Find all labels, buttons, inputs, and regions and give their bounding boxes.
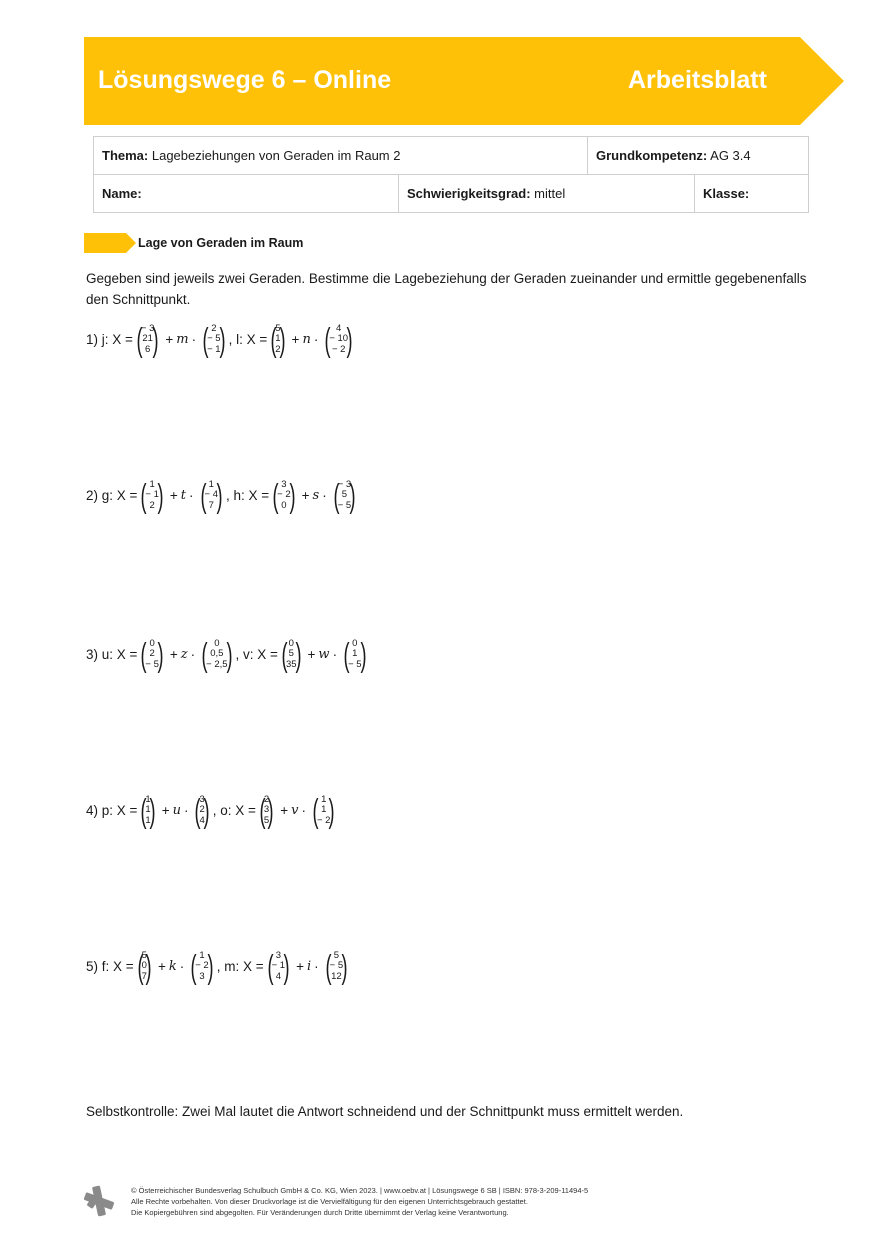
paren-left: ( xyxy=(333,477,340,514)
paren-right: ) xyxy=(289,477,296,514)
intro-text: Gegeben sind jeweils zwei Geraden. Bestimme die Lagebeziehung der Geraden zueinander und ermittle gegebenenfalls den Schnittpunkt. xyxy=(86,271,807,307)
banner-title: Lösungswege 6 – Online xyxy=(98,66,392,94)
direction-vector-1 xyxy=(192,794,211,827)
direction-vector-2 xyxy=(310,794,337,827)
vector-entry: − 5 xyxy=(337,499,352,511)
vector-entry: − 3 xyxy=(140,322,155,334)
support-vector-1 xyxy=(138,794,157,827)
vector-entry: 1 xyxy=(145,814,151,826)
vector-entry: 1 xyxy=(275,333,281,345)
paren-right: ) xyxy=(157,636,164,673)
paren-left: ( xyxy=(325,948,332,985)
vector-entry: − 2,5 xyxy=(206,658,228,670)
vector-entry: 2 xyxy=(149,499,155,511)
direction-vector-1 xyxy=(188,950,215,983)
vector-entry: 0 xyxy=(352,637,358,649)
paren-left: ( xyxy=(136,321,143,358)
info-table xyxy=(93,136,809,213)
vector-entry: − 10 xyxy=(329,333,349,345)
paren-left: ( xyxy=(270,321,277,358)
footer-line-1: © Österreichischer Bundesverlag Schulbuch GmbH & Co. KG, Wien 2023. | www.oebv.at | Lösungswege 6 SB | ISBN: 978-3-209-11494-5 xyxy=(131,1186,589,1195)
vector-entry: − 4 xyxy=(204,489,218,501)
vector-entry: 7 xyxy=(208,499,214,511)
paren-right: ) xyxy=(203,792,210,829)
paren-right: ) xyxy=(360,636,367,673)
support-vector-1 xyxy=(134,323,161,356)
plus-sign: + xyxy=(165,332,174,347)
task-5 xyxy=(86,950,351,983)
plus-sign: + xyxy=(169,488,178,503)
vector-entry: 1 xyxy=(145,793,151,805)
paren-right: ) xyxy=(283,948,290,985)
support-vector-2 xyxy=(257,794,276,827)
paren-right: ) xyxy=(267,792,274,829)
vector-entry: 5 xyxy=(275,322,281,334)
thema-cell xyxy=(94,137,588,175)
vector-entry: 1 xyxy=(149,478,155,490)
paren-right: ) xyxy=(145,948,152,985)
vector-entry: 0 xyxy=(141,960,147,972)
support-vector-1 xyxy=(138,638,165,671)
vector-entry: 3 xyxy=(281,478,287,490)
paren-left: ( xyxy=(140,636,147,673)
paren-left: ( xyxy=(199,477,207,514)
thema-label: Thema: xyxy=(102,148,149,163)
task-prefix: 3) u: X = xyxy=(86,647,138,662)
vector-entries xyxy=(206,639,227,671)
schwierigkeit-value: mittel xyxy=(534,186,566,201)
vector-entry: 1 xyxy=(321,804,327,816)
paren-left: ( xyxy=(281,636,288,673)
vector-entry: 5 xyxy=(333,949,340,961)
support-vector-2 xyxy=(265,950,292,983)
vector-entry: 7 xyxy=(141,970,147,982)
task-prefix: 5) f: X = xyxy=(86,959,134,974)
vector-entry: 6 xyxy=(145,343,151,355)
paren-left: ( xyxy=(324,321,331,358)
direction-vector-1 xyxy=(198,479,225,512)
vector-entry: − 2 xyxy=(277,489,291,501)
task-prefix: 2) g: X = xyxy=(86,488,138,503)
vector-entry: 1 xyxy=(321,793,327,805)
vector-entry: − 5 xyxy=(348,658,362,670)
vector-entry: − 1 xyxy=(207,343,221,355)
dot-sign: · xyxy=(179,959,185,974)
paren-right: ) xyxy=(279,321,286,358)
vector-entry: 3 xyxy=(199,970,205,982)
vector-entry: 12 xyxy=(331,970,342,982)
vector-entry: 5 xyxy=(141,949,147,961)
thema-value: Lagebeziehungen von Geraden im Raum 2 xyxy=(151,148,401,163)
dot-sign: · xyxy=(313,332,319,347)
direction-vector-2 xyxy=(323,950,350,983)
vector-entry: 0,5 xyxy=(210,648,224,660)
task-prefix: 1) j: X = xyxy=(86,332,133,347)
vector-entry: − 2 xyxy=(331,343,346,355)
dot-sign: · xyxy=(332,647,338,662)
paren-right: ) xyxy=(157,477,164,514)
selbstkontrolle-text: Selbstkontrolle: Zwei Mal lautet die Antwort schneidend und der Schnittpunkt muss ermittelt werden. xyxy=(86,1104,684,1119)
vector-entry: − 1 xyxy=(145,489,159,501)
kompetenz-label: Grundkompetenz: xyxy=(596,148,708,163)
task-second-line-label: , o: X = xyxy=(212,803,256,818)
parameter-1: t xyxy=(180,488,187,503)
vector-entry: 4 xyxy=(336,322,342,334)
klasse-cell[interactable] xyxy=(695,175,809,213)
footer-text xyxy=(131,1185,588,1218)
vector-entry: 1 xyxy=(352,648,358,660)
task-4 xyxy=(86,794,338,827)
paren-right: ) xyxy=(349,477,356,514)
vector-entry: 3 xyxy=(263,804,270,816)
paren-right: ) xyxy=(346,321,353,358)
task-second-line-label: , m: X = xyxy=(216,959,264,974)
dot-sign: · xyxy=(190,647,196,662)
paren-right: ) xyxy=(226,636,233,673)
section-arrow-icon xyxy=(84,233,136,253)
vector-entry: 2 xyxy=(199,804,205,816)
paren-left: ( xyxy=(194,792,201,829)
vector-entry: 3 xyxy=(199,793,205,805)
vector-entry: 1 xyxy=(208,478,214,490)
parameter-1: z xyxy=(180,647,188,662)
vector-entry: 0 xyxy=(288,637,294,649)
footer-line-3: Die Kopiergebühren sind abgegolten. Für Veränderungen durch Dritte übernimmt der Verlag keine Verantwortung. xyxy=(131,1208,509,1217)
task-2 xyxy=(86,479,359,512)
task-second-line-label: , l: X = xyxy=(228,332,268,347)
dot-sign: · xyxy=(183,803,189,818)
vector-entry: − 3 xyxy=(337,478,352,490)
vector-entry: − 5 xyxy=(329,960,344,972)
vector-entry: 2 xyxy=(263,793,270,805)
section-title: Lage von Geraden im Raum xyxy=(138,236,304,250)
vector-entry: 2 xyxy=(275,343,281,355)
vector-entry: 1 xyxy=(199,949,205,961)
vector-entry: 5 xyxy=(263,814,270,826)
task-second-line-label: , h: X = xyxy=(226,488,270,503)
kompetenz-cell xyxy=(588,137,809,175)
support-vector-1 xyxy=(135,950,154,983)
paren-left: ( xyxy=(202,321,209,358)
task-second-line-label: , v: X = xyxy=(235,647,278,662)
vector-entry: − 5 xyxy=(145,658,159,670)
paren-left: ( xyxy=(201,636,208,673)
vector-entry: 5 xyxy=(341,489,348,501)
task-3 xyxy=(86,638,370,671)
dot-sign: · xyxy=(301,803,306,818)
plus-sign: + xyxy=(157,959,166,974)
banner-doc-type: Arbeitsblatt xyxy=(628,66,767,94)
paren-right: ) xyxy=(295,636,302,673)
paren-right: ) xyxy=(149,792,156,829)
vector-entry: 35 xyxy=(285,658,297,670)
plus-sign: + xyxy=(301,488,310,503)
vector-entry: − 5 xyxy=(207,333,221,345)
dot-sign: · xyxy=(191,332,197,347)
schwierigkeit-cell xyxy=(399,175,695,213)
dot-sign: · xyxy=(314,959,319,974)
vector-entry: 2 xyxy=(211,322,217,334)
paren-left: ( xyxy=(190,948,197,985)
paren-left: ( xyxy=(343,636,350,673)
paren-right: ) xyxy=(216,477,223,514)
paren-left: ( xyxy=(267,948,274,985)
name-cell[interactable] xyxy=(94,175,399,213)
paren-left: ( xyxy=(140,477,147,514)
schwierigkeit-label: Schwierigkeitsgrad: xyxy=(407,186,531,201)
paren-right: ) xyxy=(341,948,348,985)
plus-sign: + xyxy=(296,959,304,974)
vector-entry: − 2 xyxy=(316,814,331,826)
plus-sign: + xyxy=(291,332,300,347)
publisher-logo-icon xyxy=(82,1184,116,1218)
vector-entry: 5 xyxy=(288,648,294,660)
task-prefix: 4) p: X = xyxy=(86,803,138,818)
paren-left: ( xyxy=(272,477,279,514)
direction-vector-1 xyxy=(200,323,227,356)
parameter-2: v xyxy=(291,803,299,818)
kompetenz-value: AG 3.4 xyxy=(710,148,751,163)
footer-line-2: Alle Rechte vorbehalten. Von dieser Druckvorlage ist die Vervielfältigung für den eigenen Unterrichtsgebrauch gestattet. xyxy=(131,1197,528,1206)
direction-vector-2 xyxy=(341,638,368,671)
parameter-2: w xyxy=(318,647,330,662)
parameter-2: n xyxy=(302,332,311,347)
parameter-1: k xyxy=(168,959,177,974)
vector-entry: 0 xyxy=(149,637,155,649)
vector-entry: − 1 xyxy=(271,960,286,972)
support-vector-2 xyxy=(279,638,304,671)
direction-vector-1 xyxy=(199,638,234,671)
paren-left: ( xyxy=(312,792,319,829)
plus-sign: + xyxy=(280,803,289,818)
direction-vector-2 xyxy=(322,323,355,356)
paren-right: ) xyxy=(219,321,226,358)
vector-entry: 0 xyxy=(281,499,287,511)
paren-left: ( xyxy=(140,792,147,829)
dot-sign: · xyxy=(189,488,194,503)
vector-entry: 1 xyxy=(145,804,151,816)
vector-entry: 0 xyxy=(214,637,220,649)
support-vector-2 xyxy=(270,479,297,512)
paren-right: ) xyxy=(152,321,159,358)
vector-entry: 4 xyxy=(275,970,281,982)
paren-right: ) xyxy=(207,948,214,985)
header-banner xyxy=(84,37,844,125)
paren-left: ( xyxy=(137,948,144,985)
vector-entry: 3 xyxy=(275,949,281,961)
parameter-2: i xyxy=(306,959,312,974)
name-label: Name: xyxy=(102,186,142,201)
plus-sign: + xyxy=(307,647,316,662)
parameter-1: u xyxy=(172,803,181,818)
parameter-1: m xyxy=(176,332,189,347)
vector-entry: 2 xyxy=(149,648,155,660)
vector-entries xyxy=(329,324,348,356)
paren-left: ( xyxy=(259,792,266,829)
support-vector-2 xyxy=(268,323,287,356)
plus-sign: + xyxy=(169,647,178,662)
task-1 xyxy=(86,323,356,356)
parameter-2: s xyxy=(312,488,320,503)
paren-right: ) xyxy=(328,792,335,829)
support-vector-1 xyxy=(138,479,165,512)
vector-entry: 21 xyxy=(142,333,153,345)
dot-sign: · xyxy=(322,488,327,503)
vector-entry: − 2 xyxy=(195,960,209,972)
direction-vector-2 xyxy=(331,479,358,512)
klasse-label: Klasse: xyxy=(703,186,750,201)
vector-entry: 4 xyxy=(199,814,205,826)
plus-sign: + xyxy=(161,803,170,818)
